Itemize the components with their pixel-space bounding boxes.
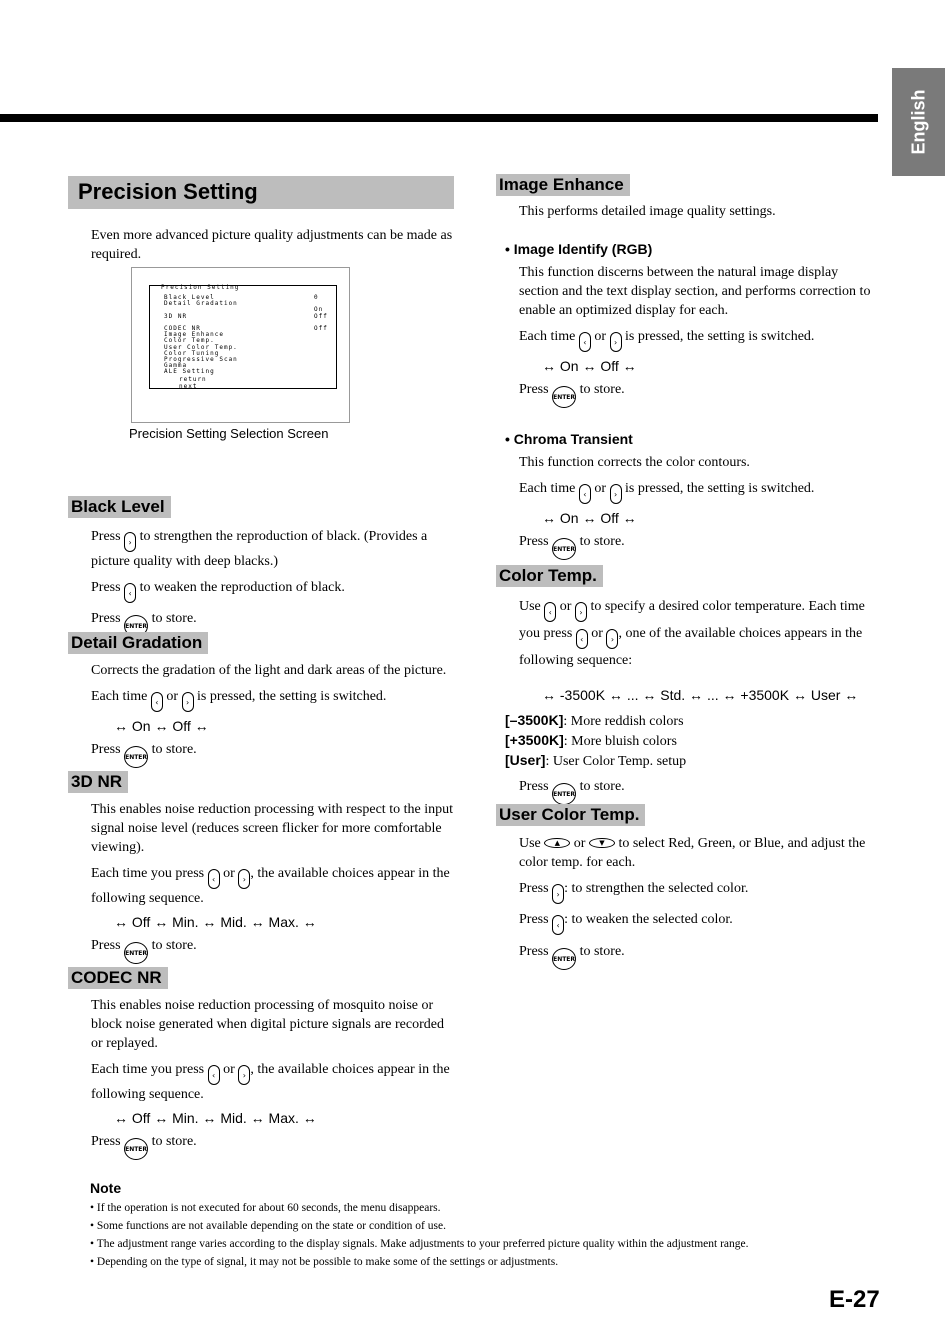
enter-icon: ENTER [124, 615, 148, 637]
section-title-black-level: Black Level [68, 496, 171, 518]
user-temp-weaken [519, 910, 881, 935]
enter-icon: ENTER [124, 746, 148, 768]
precision-intro: Even more advanced picture quality adjustments can be made as required. [91, 228, 453, 262]
screen-caption: Precision Setting Selection Screen [129, 426, 329, 441]
text: to specify a desired color temperature. Each time [590, 599, 865, 614]
text: , the available choices appear in the following sequence. [91, 1062, 450, 1102]
text: or [559, 599, 572, 614]
right-arrow-icon: › [552, 884, 564, 904]
3d-nr-sequence: ↔ Off ↔ Min. ↔ Mid. ↔ Max. ↔ [114, 914, 317, 930]
text: to store. [579, 382, 625, 397]
left-arrow-icon: ‹ [151, 692, 163, 712]
menu-screen-row-label: Detail Gradation [164, 300, 238, 308]
section-title-color-temp: Color Temp. [496, 565, 603, 587]
codec-store [91, 1132, 458, 1160]
right-arrow-icon: › [182, 692, 194, 712]
chroma-each-time [519, 479, 881, 504]
text: Press [519, 779, 549, 794]
language-tab-label: English [908, 89, 928, 155]
image-identify-sequence: ↔ On ↔ Off ↔ [542, 358, 637, 374]
text: : to strengthen the selected color. [564, 881, 749, 896]
note-item: • Some functions are not available depending on the state or condition of use. [90, 1220, 446, 1232]
text: Press [91, 938, 121, 953]
codec-sequence: ↔ Off ↔ Min. ↔ Mid. ↔ Max. ↔ [114, 1110, 317, 1126]
menu-screen-row-label: ALE Setting [164, 368, 215, 376]
text: to select Red, Green, or Blue, and adjust the color temp. for each. [519, 836, 866, 870]
right-arrow-icon: › [610, 332, 622, 352]
bullet-chroma-transient: • Chroma Transient [505, 431, 633, 447]
chroma-sequence: ↔ On ↔ Off ↔ [542, 510, 637, 526]
up-arrow-icon: ▲ [544, 838, 570, 848]
left-arrow-icon: ‹ [208, 1065, 220, 1085]
image-identify-each-time [519, 327, 881, 352]
menu-screen-row-label: Image Enhance [164, 331, 224, 339]
codec-desc: This enables noise reduction processing of mosquito noise or block noise generated when digital picture signals are recorded or replayed. [91, 998, 444, 1051]
menu-screen-row-label: User Color Temp. [164, 343, 238, 351]
text: Press [91, 1134, 121, 1149]
menu-screen-row-label: 3D NR [164, 312, 188, 320]
text: Each time you press [91, 866, 205, 881]
text: or [166, 689, 179, 704]
text: Press [519, 534, 549, 549]
chroma-desc: This function corrects the color contours. [519, 455, 750, 470]
color-temp-def-3 [505, 751, 881, 771]
text: Press [91, 742, 121, 757]
menu-screen-row-label: Gamma [164, 362, 188, 370]
note-item: • The adjustment range varies according to the display signals. Make adjustments to your preferred picture quality within the adjustment range. [90, 1238, 749, 1250]
text: or [223, 1062, 235, 1077]
menu-screen-row-label: Color Temp. [164, 337, 215, 345]
text: Each time [519, 329, 576, 344]
text: to weaken the reproduction of black. [139, 580, 345, 595]
menu-screen-row-label: Color Tuning [164, 349, 220, 357]
text: or [591, 626, 603, 641]
codec-nr-section [68, 967, 458, 1160]
bullet-image-identify: • Image Identify (RGB) [505, 241, 653, 257]
3d-nr-each-time [91, 864, 458, 908]
menu-screen-footer-next: next [179, 383, 198, 390]
left-arrow-icon: ‹ [552, 915, 564, 935]
text: to store. [151, 1134, 197, 1149]
section-title-detail-gradation: Detail Gradation [68, 632, 208, 654]
section-title-3d-nr: 3D NR [68, 771, 128, 793]
image-enhance-section [496, 174, 881, 560]
note-item: • If the operation is not executed for about 60 seconds, the menu disappears. [90, 1202, 441, 1214]
right-arrow-icon: › [606, 629, 618, 649]
menu-screen-title: Precision Setting [161, 284, 240, 291]
user-temp-strengthen [519, 879, 881, 904]
text: or [594, 329, 607, 344]
detail-sequence: ↔ On ↔ Off ↔ [114, 718, 209, 734]
menu-screen-row-label: CODEC NR [164, 325, 201, 332]
color-temp-section [496, 565, 881, 805]
black-level-line1 [91, 527, 458, 571]
detail-desc: Corrects the gradation of the light and dark areas of the picture. [91, 663, 447, 678]
text: Press [519, 881, 549, 896]
note-section [90, 1180, 870, 1271]
image-identify-store [519, 380, 881, 408]
text: following sequence: [519, 653, 633, 668]
detail-gradation-section [68, 632, 458, 768]
text: to store. [579, 534, 625, 549]
right-arrow-icon: › [238, 1065, 250, 1085]
left-arrow-icon: ‹ [579, 332, 591, 352]
color-temp-store [519, 777, 881, 805]
text: Each time [91, 689, 148, 704]
text: Use [519, 599, 541, 614]
text: or [223, 866, 235, 881]
enter-icon: ENTER [124, 942, 148, 964]
text: you press [519, 626, 573, 641]
text: Press [519, 944, 549, 959]
user-temp-store [519, 942, 881, 970]
text: Press [519, 912, 549, 927]
text: or [594, 481, 607, 496]
black-level-line2 [91, 578, 458, 603]
text: , one of the available choices appears in the [618, 626, 863, 641]
left-arrow-icon: ‹ [544, 602, 556, 622]
text: to store. [151, 938, 197, 953]
color-temp-def-2 [505, 731, 881, 751]
color-temp-def-1 [505, 711, 881, 731]
text: is pressed, the setting is switched. [625, 481, 815, 496]
text: : More bluish colors [563, 734, 677, 749]
user-color-temp-section [496, 804, 881, 970]
text: : User Color Temp. setup [545, 754, 687, 769]
text: Press [519, 382, 549, 397]
enhance-desc: This performs detailed image quality settings. [519, 204, 776, 219]
term: [–3500K] [505, 712, 564, 728]
text: to strengthen the reproduction of black. (Provides a picture quality with deep blacks.) [91, 529, 428, 569]
chroma-store [519, 532, 881, 560]
menu-screen-footer-return: return [179, 376, 207, 383]
user-temp-desc [519, 834, 881, 872]
menu-screen-row-value: 0 [314, 294, 319, 301]
text: to store. [579, 779, 625, 794]
text: is pressed, the setting is switched. [625, 329, 815, 344]
color-temp-sequence: ↔ -3500K ↔ ... ↔ Std. ↔ ... ↔ +3500K ↔ User ↔ [542, 687, 859, 703]
term: [+3500K] [505, 732, 564, 748]
detail-store [91, 740, 458, 768]
section-title-image-enhance: Image Enhance [496, 174, 630, 196]
text: Press [91, 580, 121, 595]
language-tab [892, 68, 945, 176]
text: to store. [151, 611, 197, 626]
menu-screen-row-label: Black Level [164, 294, 215, 301]
3d-nr-store [91, 936, 458, 964]
enter-icon: ENTER [552, 386, 576, 408]
detail-each-time [91, 687, 458, 712]
section-title-precision: Precision Setting [68, 176, 454, 209]
left-arrow-icon: ‹ [579, 484, 591, 504]
text: Each time [519, 481, 576, 496]
enter-icon: ENTER [552, 783, 576, 805]
text: or [573, 836, 586, 851]
right-arrow-icon: › [124, 532, 136, 552]
3d-nr-desc: This enables noise reduction processing with respect to the input signal noise level (reduces screen flicker for more comfortable viewing). [91, 802, 453, 855]
note-item: • Depending on the type of signal, it may not be possible to make some of the settings or adjustments. [90, 1256, 559, 1268]
menu-screen-row-value: Off [314, 325, 328, 332]
codec-each-time [91, 1060, 458, 1104]
left-column [68, 176, 454, 264]
note-title: Note [90, 1180, 122, 1196]
text: Press [91, 529, 121, 544]
menu-screen-row-value: Off [314, 312, 328, 320]
text: : More reddish colors [563, 714, 684, 729]
menu-screen-row-value: On [314, 306, 324, 314]
text: , the available choices appear in the following sequence. [91, 866, 450, 906]
menu-screen-row-label: Progressive Scan [164, 356, 238, 363]
left-arrow-icon: ‹ [576, 629, 588, 649]
left-arrow-icon: ‹ [124, 583, 136, 603]
left-arrow-icon: ‹ [208, 869, 220, 889]
text: Use [519, 836, 541, 851]
right-arrow-icon: › [238, 869, 250, 889]
black-level-section [68, 496, 458, 637]
right-arrow-icon: › [610, 484, 622, 504]
enter-icon: ENTER [552, 948, 576, 970]
enter-icon: ENTER [124, 1138, 148, 1160]
right-arrow-icon: › [575, 602, 587, 622]
text: is pressed, the setting is switched. [197, 689, 387, 704]
down-arrow-icon: ▼ [589, 838, 615, 848]
page-number: E-27 [829, 1286, 880, 1313]
text: : to weaken the selected color. [564, 912, 733, 927]
color-temp-desc [519, 595, 881, 673]
3d-nr-section [68, 771, 458, 964]
section-title-user-color-temp: User Color Temp. [496, 804, 645, 826]
text: Press [91, 611, 121, 626]
text: to store. [151, 742, 197, 757]
text: to store. [579, 944, 625, 959]
text: Each time you press [91, 1062, 205, 1077]
top-rule [0, 114, 878, 122]
term: [User] [505, 752, 546, 768]
section-title-codec-nr: CODEC NR [68, 967, 168, 989]
image-identify-desc: This function discerns between the natural image display section and the text display section, and performs correction to enable an optimized display for each. [519, 265, 871, 318]
enter-icon: ENTER [552, 538, 576, 560]
